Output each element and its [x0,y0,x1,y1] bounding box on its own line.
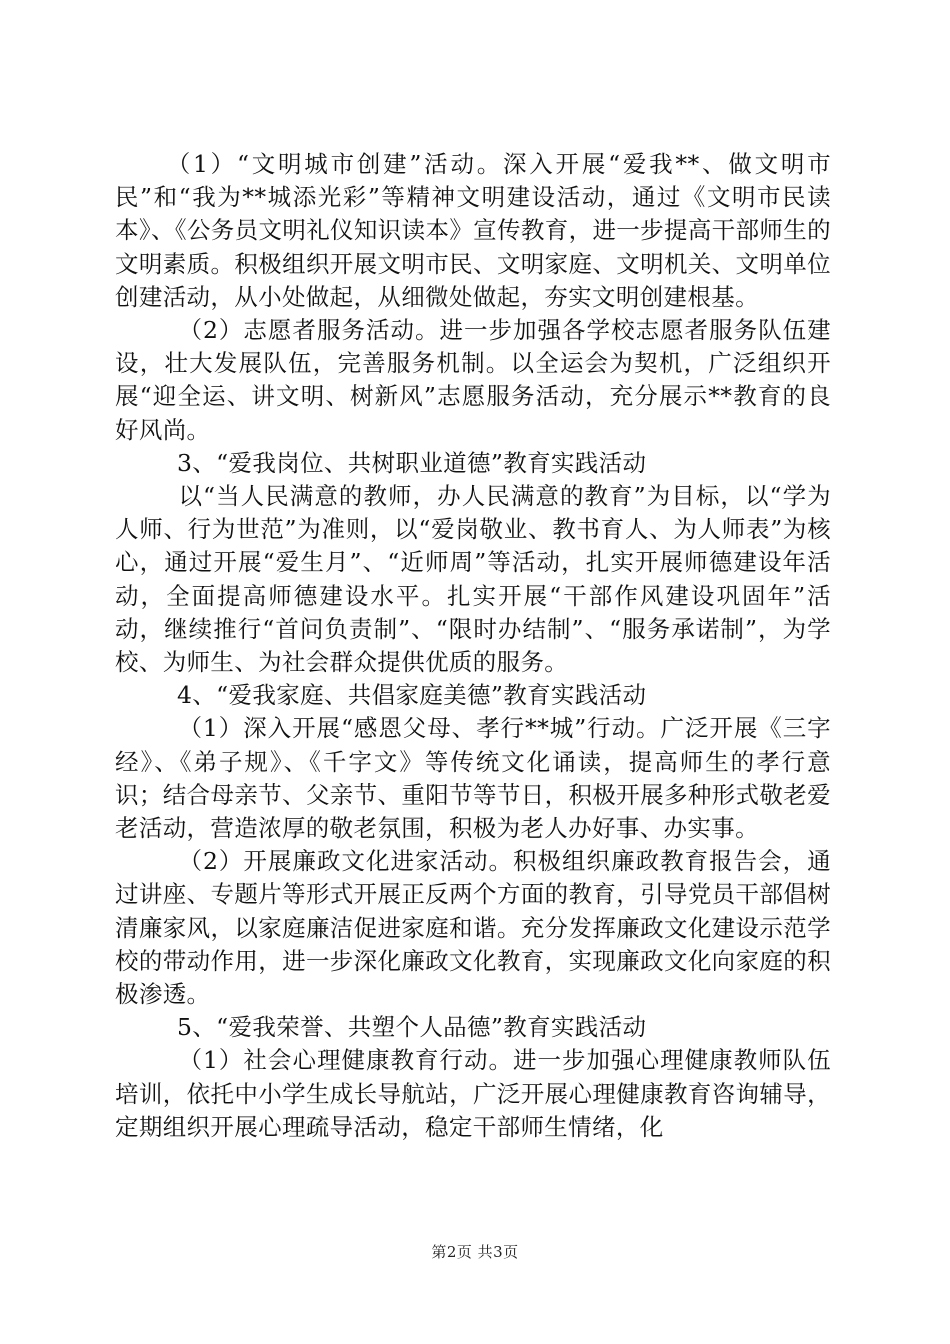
paragraph-integrity-culture: （2）开展廉政文化进家活动。积极组织廉政教育报告会，通过讲座、专题片等形式开展正反两个方面的教育，引导党员干部倡树清廉家风，以家庭廉洁促进家庭和谐。充分发挥廉政文化建设示范学校的带动作用，进一步深化廉政文化教育，实现廉政文化向家庭的积极渗透。 [115,847,831,1009]
paragraph-mental-health: （1）社会心理健康教育行动。进一步加强心理健康教师队伍培训，依托中小学生成长导航站，广泛开展心理健康教育咨询辅导，定期组织开展心理疏导活动，稳定干部师生情绪，化 [115,1046,831,1141]
paragraph-civilized-city: （1）“文明城市创建”活动。深入开展“爱我**、做文明市民”和“我为**城添光彩”等精神文明建设活动，通过《文明市民读本》、《公务员文明礼仪知识读本》宣传教育，进一步提高干部师生的文明素质。积极组织开展文明市民、文明家庭、文明机关、文明单位创建活动，从小处做起，从细微处做起，夯实文明创建根基。 [115,150,831,311]
section-heading-5: 5、“爱我荣誉、共塑个人品德”教育实践活动 [177,1013,647,1042]
section-heading-4: 4、“爱我家庭、共倡家庭美德”教育实践活动 [177,681,647,710]
paragraph-volunteer-service: （2）志愿者服务活动。进一步加强各学校志愿者服务队伍建设，壮大发展队伍，完善服务机制。以全运会为契机，广泛组织开展“迎全运、讲文明、树新风”志愿服务活动，充分展示**教育的良好风尚。 [115,316,831,444]
paragraph-teacher-ethics: 以“当人民满意的教师，办人民满意的教育”为目标，以“学为人师、行为世范”为准则，以“爱岗敬业、教书育人、为人师表”为核心，通过开展“爱生月”、“近师周”等活动，扎实开展师德建设年活动，全面提高师德建设水平。扎实开展“干部作风建设巩固年”活动，继续推行“首问负责制”、“限时办结制”、“服务承诺制”，为学校、为师生、为社会群众提供优质的服务。 [115,482,831,677]
paragraph-filial-piety: （1）深入开展“感恩父母、孝行**城”行动。广泛开展《三字经》、《弟子规》、《千字文》等传统文化诵读，提高师生的孝行意识；结合母亲节、父亲节、重阳节等节日，积极开展多种形式敬老爱老活动，营造浓厚的敬老氛围，积极为老人办好事、办实事。 [115,714,831,843]
section-heading-3: 3、“爱我岗位、共树职业道德”教育实践活动 [177,448,647,477]
page-footer: 第2页 共3页 [431,1243,519,1261]
document-body [115,148,831,1144]
